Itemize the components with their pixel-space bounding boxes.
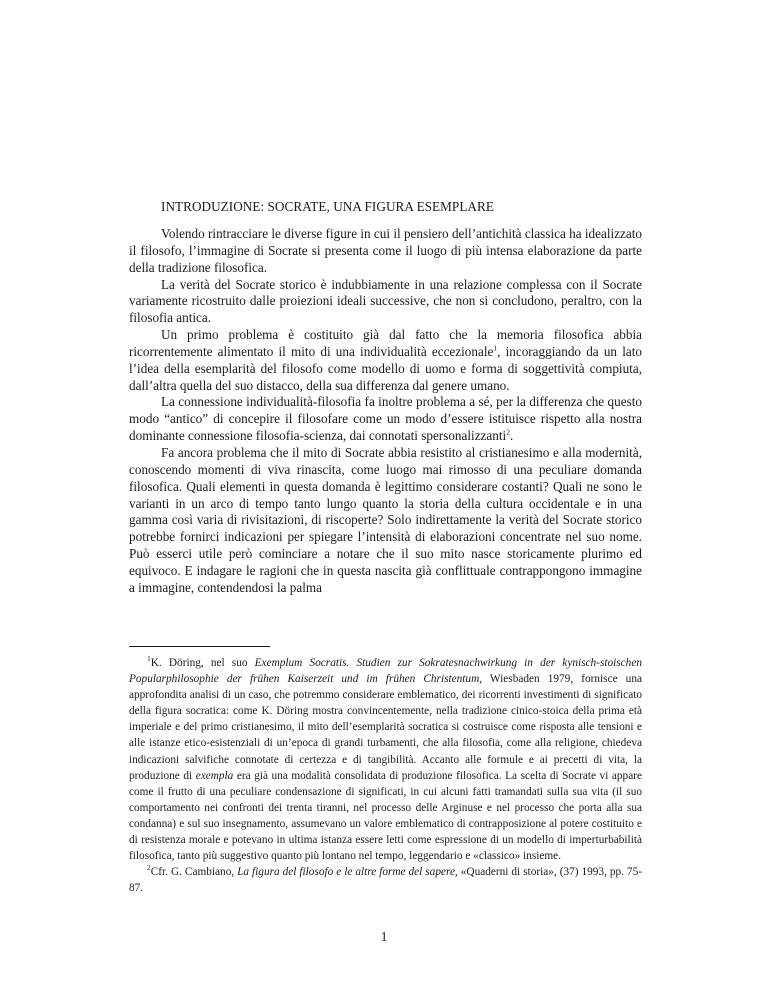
book-title: La figura del filosofo e le altre forme del sapere xyxy=(237,866,455,879)
footnote-ref[interactable]: 2 xyxy=(506,427,510,437)
footnotes xyxy=(129,655,642,896)
paragraph: La verità del Socrate storico è indubbiamente in una relazione complessa con il Socrate variamente ricostruito dalle proiezioni ideali successive, che non si concludono, peraltro, con la filosofia antica. xyxy=(129,276,642,326)
paragraph: Volendo rintracciare le diverse figure in cui il pensiero dell’antichità classica ha idealizzato il filosofo, l’immagine di Socrate si presenta come il luogo di più intensa elaborazione da parte della tradizione filosofica. xyxy=(129,226,642,275)
footnote-number: 2 xyxy=(147,863,151,873)
body-text xyxy=(129,226,642,597)
footnote-number: 1 xyxy=(147,654,151,664)
footnote: $^1$K. Döring, nel suo Exemplum Socratis. Studien zur Sokratesnachwirkung in der kynisch-stoischen Popularphilosophie der frühen Kaiserzeit und im frühen Christentum, Wiesbaden 1979, fornisce una approfondita analisi di un caso, che potremmo considerare emblematico, dei ricorrenti investimenti di significato della figura socratica: come K. Döring mostra convincentemente, nella tradizione cinico-stoica della prima età imperiale e del primo cristianesimo, il mito dell’esemplarità socratica si costruisce come risposta alle tensioni e alle istanze etico-esistenziali di un’epoca di grandi turbamenti, che alla filosofia, come alla religione, chiedeva indicazioni salvifiche connotate di certezza e di tangibilità. Accanto alle formule e ai precetti di vita, la produzione di exempla era già una modalità consolidata di produzione filosofica. La scelta di Socrate vi appare come il frutto di una peculiare condensazione di significati, in cui alcuni fatti tramandati sulla sua vita (il suo comportamento nei confronti dei trenta tiranni, nel processo delle Arginuse e nel processo che porta alla sua condanna) e sul suo insegnamento, assumevano un valore emblematico di contrapposizione al potere costituito e di resistenza morale e potevano in ultima istanza essere letti come espressione di un modello di imperturbabilità filosofica, tanto più suggestivo quanto più lontano nel tempo, leggendario e «classico» insieme. xyxy=(129,654,642,863)
paragraph: Fa ancora problema che il mito di Socrate abbia resistito al cristianesimo e alla modernità, conoscendo momenti di viva rinascita, come luogo mai rimosso di una peculiare domanda filosofica. Quali elementi in questa domanda è legittimo considerare costanti? Quali ne sono le varianti in un arco di tempo tanto lungo quanto la storia della cultura occidentale e in una gamma così varia di rivisitazioni, di riscoperte? Solo indirettamente la verità del Socrate storico potrebbe fornirci indicazioni per spiegare l’intensità di elaborazioni concentrate nel suo nome. Può esserci utile però cominciare a notare che il suo mito nasce storicamente plurimo ed equivoco. E indagare le ragioni che in questa nascita già conflittuale contrappongono immagine a immagine, contendendosi la palma xyxy=(129,444,642,595)
footnote-ref[interactable]: 1 xyxy=(493,343,498,353)
footnote-separator xyxy=(129,646,270,647)
paragraph: Un primo problema è costituito già dal fatto che la memoria filosofica abbia ricorrentemente alimentato il mito di una individualità eccezionale$^1$, incoraggiando da un lato l’idea della esemplarità del filosofo come modello di uomo e forma di soggettività compiuta, dall’altra quella del suo distacco, della sua differenza dal genere umano. xyxy=(129,327,642,393)
page-number: 1 xyxy=(380,929,388,944)
footnote: $^2$Cfr. G. Cambiano, La figura del filosofo e le altre forme del sapere, «Quaderni di storia», (37) 1993, pp. 75-87. xyxy=(129,863,642,895)
book-title: Exemplum Socratis. Studien zur Sokratesnachwirkung in der kynisch-stoischen Popularphilosophie der frühen Kaiserzeit und im frühen Christentum xyxy=(129,657,642,686)
chapter-title: INTRODUZIONE: SOCRATE, UNA FIGURA ESEMPLARE xyxy=(161,199,494,214)
paragraph: La connessione individualità-filosofia fa inoltre problema a sé, per la differenza che questo modo “antico” di concepire il filosofare come un modo d’essere istituisce rispetto alla nostra dominante connessione filosofia-scienza, dai connotati spersonalizzanti$^2$. xyxy=(129,394,642,444)
